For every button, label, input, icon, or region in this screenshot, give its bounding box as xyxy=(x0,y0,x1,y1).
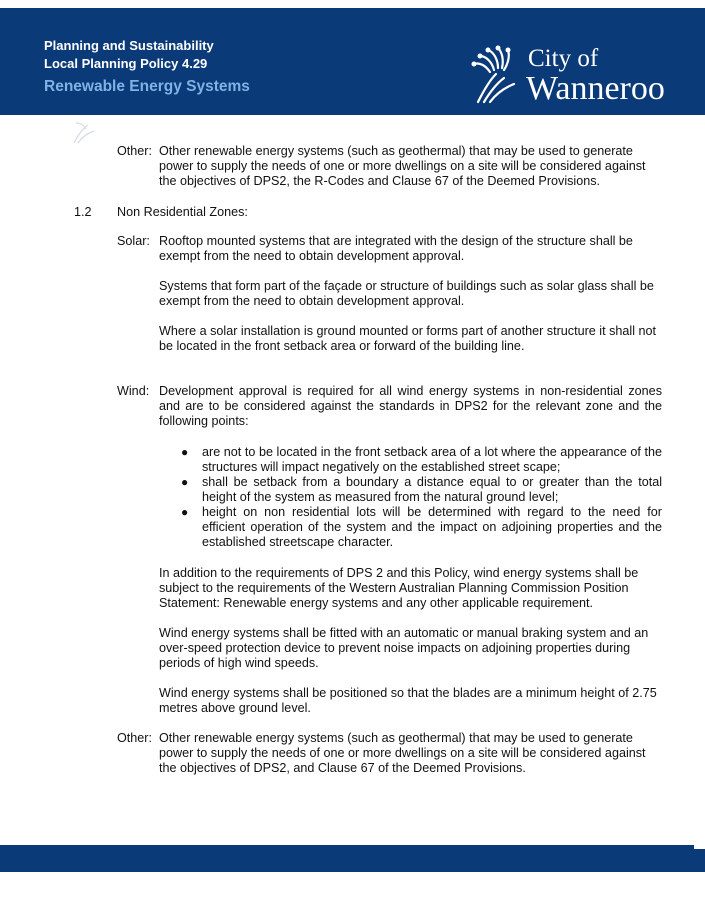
header-department: Planning and Sustainability xyxy=(44,38,214,53)
logo-text-wanneroo: Wanneroo xyxy=(526,70,665,107)
logo-text-city-of: City of xyxy=(528,45,599,72)
top-margin xyxy=(0,0,44,8)
bullet-marker: ● xyxy=(181,505,189,519)
header-policy-title: Renewable Energy Systems xyxy=(44,78,250,95)
section-heading: Non Residential Zones: xyxy=(117,205,248,219)
solar-paragraph-3: Where a solar installation is ground mounted or forms part of another structure it shall not be located in the front setback area or forward of the building line. xyxy=(159,324,656,353)
clause-text-other: Other renewable energy systems (such as geothermal) that may be used to generate power to supply the needs of one or more dwellings on a site will be considered against the objectives of DPS2, the R-Codes and Clause 67 of the Deemed Provisions. xyxy=(159,144,646,188)
city-logo-icon xyxy=(470,44,524,104)
bullet-marker: ● xyxy=(181,475,189,489)
clause-label-wind: Wind: xyxy=(117,384,150,398)
clause-label-other: Other: xyxy=(117,731,152,745)
page-footer-band xyxy=(0,845,694,872)
wind-bullet-3: height on non residential lots will be determined with regard to the need for efficient operation of the system and the impact on adjoining properties and the established streetscape character. xyxy=(202,505,662,549)
wind-paragraph-2: In addition to the requirements of DPS 2 and this Policy, wind energy systems shall be subject to the requirements of the Western Australian Planning Commission Position Statement: Renewable energy systems and any other applicable requirement. xyxy=(159,566,639,610)
solar-paragraph-2: Systems that form part of the façade or structure of buildings such as solar glass shall be exempt from the need to obtain development approval. xyxy=(159,279,654,308)
wind-paragraph-4: Wind energy systems shall be positioned so that the blades are a minimum height of 2.75 metres above ground level. xyxy=(159,686,657,715)
clause-label-solar: Solar: xyxy=(117,234,150,248)
wind-paragraph-1: Development approval is required for all wind energy systems in non-residential zones and are to be considered against the standards in DPS2 for the relevant zone and the following points: xyxy=(159,384,662,428)
wind-bullet-1: are not to be located in the front setback area of a lot where the appearance of the structures will impact negatively on the established street scape; xyxy=(202,445,662,474)
wind-paragraph-3: Wind energy systems shall be fitted with an automatic or manual braking system and an over-speed protection device to prevent noise impacts on adjoining properties during periods of high wind speeds. xyxy=(159,626,649,670)
wind-bullet-2: shall be setback from a boundary a distance equal to or greater than the total height of the system as measured from the natural ground level; xyxy=(202,475,662,504)
page-footer-tab xyxy=(694,849,705,872)
watermark-logo-icon xyxy=(70,115,180,145)
solar-paragraph-1: Rooftop mounted systems that are integrated with the design of the structure shall be exempt from the need to obtain development approval. xyxy=(159,234,633,263)
clause-label-other: Other: xyxy=(117,144,152,158)
section-number: 1.2 xyxy=(74,205,92,219)
header-policy-number: Local Planning Policy 4.29 xyxy=(44,56,208,71)
bullet-marker: ● xyxy=(181,445,189,459)
clause-text-other: Other renewable energy systems (such as geothermal) that may be used to generate power to supply the needs of one or more dwellings on a site will be considered against the objectives of DPS2, and Clause 67 of the Deemed Provisions. xyxy=(159,731,646,775)
